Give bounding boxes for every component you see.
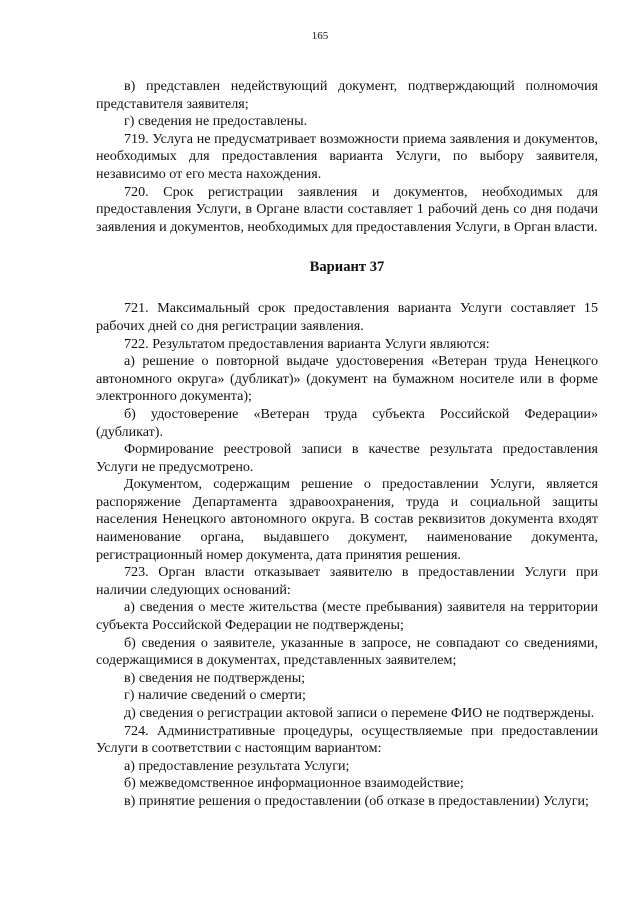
page-number: 165 — [311, 30, 329, 42]
paragraph: 722. Результатом предоставления варианта Услуги являются: — [124, 335, 490, 352]
paragraph: а) предоставление результата Услуги; — [124, 757, 350, 774]
paragraph: д) сведения о регистрации актовой записи о перемене ФИО не подтверждены. — [124, 705, 595, 721]
paragraph: б) удостоверение «Ветеран труда субъекта Российской Федерации» (дубликат). — [96, 405, 598, 440]
paragraph: в) представлен недействующий документ, подтверждающий полномочия представителя заявителя; — [96, 78, 598, 112]
paragraph: а) решение о повторной выдаче удостоверения «Ветеран труда Ненецкого автономного округа» (дубликат)» (документ на бумажном носителе или в форме электронного документа); — [96, 353, 598, 405]
paragraph: 724. Административные процедуры, осуществляемые при предоставлении Услуги в соответствии с настоящим вариантом: — [96, 722, 598, 757]
paragraph: 719. Услуга не предусматривает возможности приема заявления и документов, необходимых для предоставления варианта Услуги, по выбору заявителя, независимо от его места нахождения. — [96, 130, 598, 182]
document-body — [96, 78, 598, 811]
paragraph: а) сведения о месте жительства (месте пребывания) заявителя на территории субъекта Российской Федерации не подтверждены; — [96, 599, 598, 634]
paragraph: г) наличие сведений о смерти; — [124, 687, 306, 704]
paragraph: в) сведения не подтверждены; — [124, 669, 306, 686]
paragraph: б) межведомственное информационное взаимодействие; — [124, 775, 464, 792]
paragraph: Документом, содержащим решение о предоставлении Услуги, является распоряжение Департамента здравоохранения, труда и социальной защиты населения Ненецкого автономного округа. В состав реквизитов документа входят наименование органа, выдавшего документ, наименование документа, регистрационный номер документа, дата принятия решения. — [96, 476, 598, 563]
paragraph: 721. Максимальный срок предоставления варианта Услуги составляет 15 рабочих дней со дня регистрации заявления. — [96, 300, 598, 334]
paragraph: 723. Орган власти отказывает заявителю в предоставлении Услуги при наличии следующих оснований: — [96, 564, 598, 598]
paragraph: г) сведения не предоставлены. — [124, 113, 308, 130]
paragraph: в) принятие решения о предоставлении (об отказе в предоставлении) Услуги; — [124, 792, 589, 809]
paragraph: б) сведения о заявителе, указанные в запросе, не совпадают со сведениями, содержащимися в документах, представленных заявителем; — [96, 634, 598, 669]
section-heading: Вариант 37 — [309, 259, 385, 276]
paragraph: Формирование реестровой записи в качестве результата предоставления Услуги не предусмотрено. — [96, 441, 598, 475]
paragraph: 720. Срок регистрации заявления и документов, необходимых для предоставления Услуги, в Органе власти составляет 1 рабочий день со дня подачи заявления и документов, необходимых для предоставления Услуги, в Орган власти. — [96, 183, 598, 235]
